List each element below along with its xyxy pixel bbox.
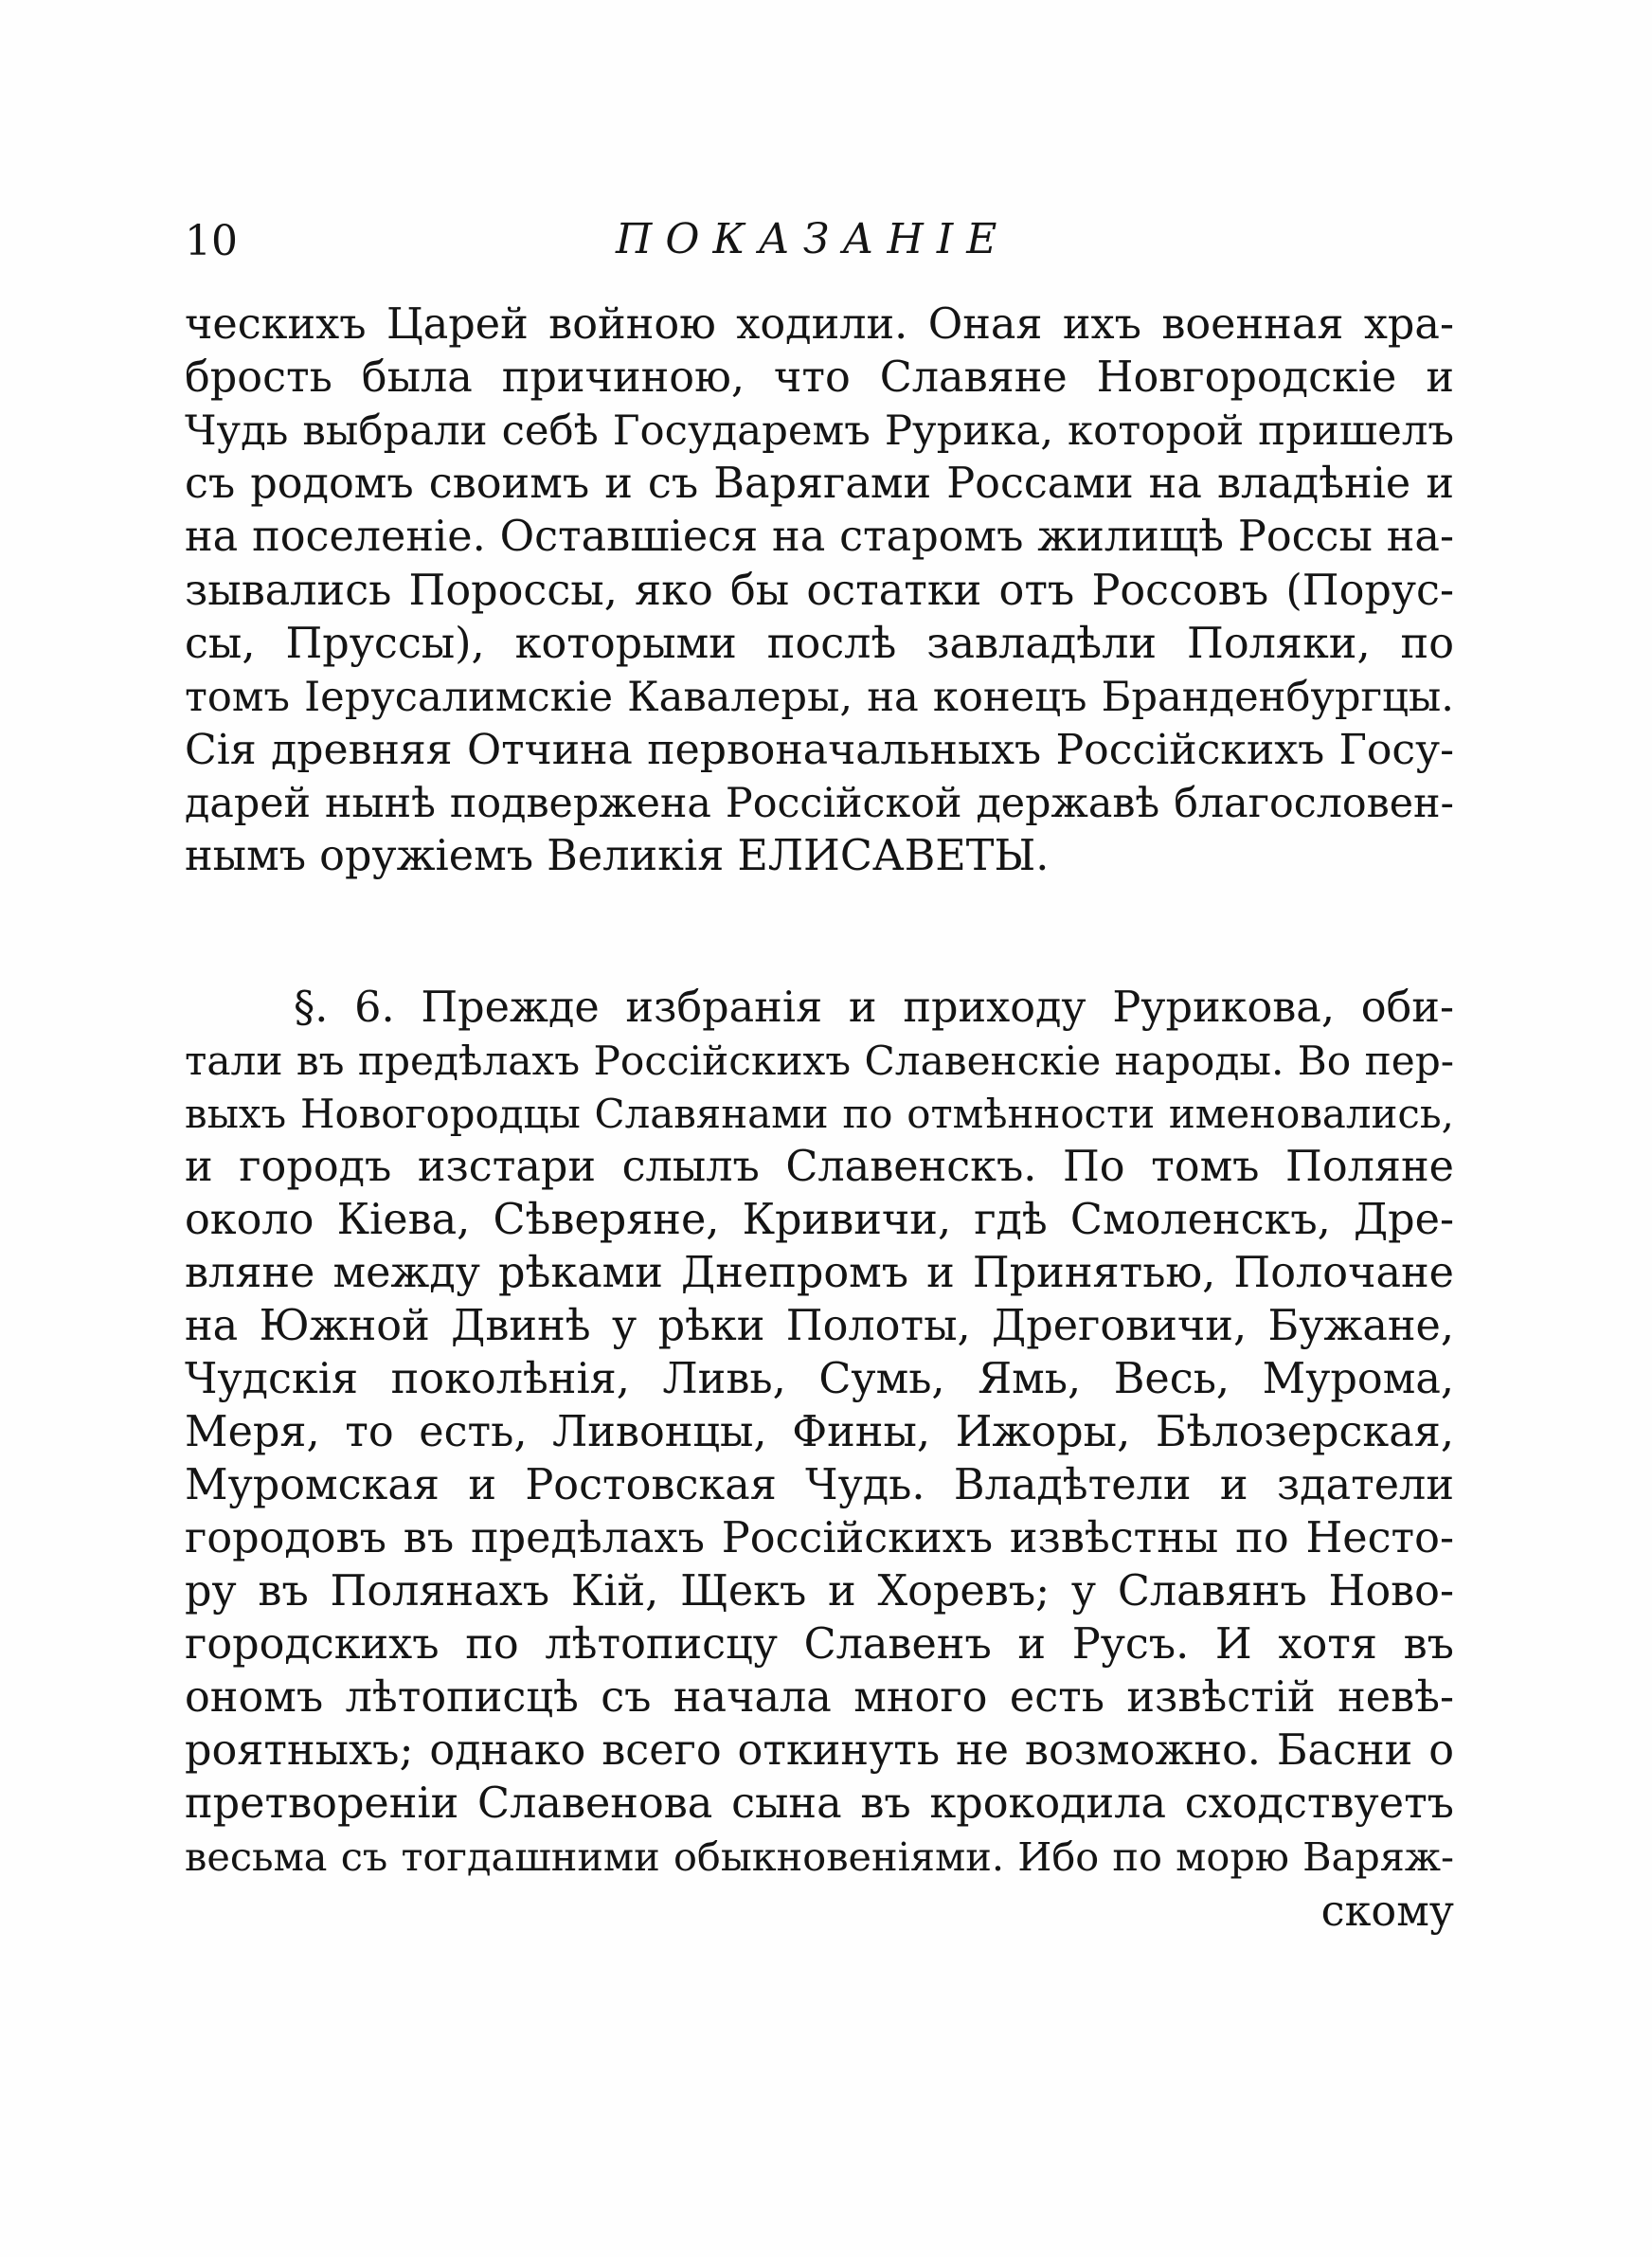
- text-line: весьма съ тогдашними обыкновеніями. Ибо по морю Варяж-: [185, 1834, 1454, 1880]
- text-line: томъ Іерусалимскіе Кавалеры, на конецъ Бранденбургцы.: [185, 674, 1454, 721]
- text-line: на Южной Двинѣ у рѣки Полоты, Дреговичи, Бужане,: [185, 1302, 1454, 1350]
- catchword: скому: [1320, 1887, 1454, 1936]
- text-line: Сія древняя Отчина первоначальныхъ Россійскихъ Госу-: [185, 726, 1454, 774]
- text-line: вляне между рѣками Днепромъ и Принятью, Полочане: [185, 1249, 1454, 1297]
- text-line: дарей нынѣ подвержена Россійской державѣ благословен-: [185, 780, 1454, 827]
- text-line: Чудскія поколѣнія, Ливь, Сумь, Ямь, Весь, Мурома,: [185, 1355, 1454, 1403]
- text-line: ономъ лѣтописцѣ съ начала много есть извѣстій невѣ-: [185, 1673, 1454, 1722]
- running-title: ПОКАЗАНІЕ: [616, 215, 1011, 263]
- text-line: Меря, то есть, Ливонцы, Фины, Ижоры, Бѣлозерская,: [185, 1408, 1454, 1456]
- text-line: нымъ оружіемъ Великія ЕЛИСАВЕТЫ.: [185, 832, 1050, 880]
- text-line: брость была причиною, что Славяне Новгородскіе и: [185, 353, 1454, 402]
- text-line: съ родомъ своимъ и съ Варягами Россами на владѣніе и: [185, 460, 1454, 508]
- text-line: сы, Пруссы), которыми послѣ завладѣли Поляки, по: [185, 620, 1454, 668]
- page-header: [185, 208, 1454, 275]
- text-line: претвореніи Славенова сына въ крокодила сходствуетъ: [185, 1779, 1454, 1828]
- text-line: и городъ изстари слылъ Славенскъ. По томъ Поляне: [185, 1143, 1454, 1191]
- text-line: Муромская и Ростовская Чудь. Владѣтели и здатели: [185, 1461, 1454, 1509]
- text-line: городовъ въ предѣлахъ Россійскихъ извѣстны по Несто-: [185, 1514, 1454, 1562]
- section-heading-line: §. 6. Прежде избранія и приходу Рурикова, оби-: [294, 984, 1454, 1032]
- text-line: ру въ Полянахъ Кій, Щекъ и Хоревъ; у Славянъ Ново-: [185, 1567, 1454, 1616]
- text-line: городскихъ по лѣтописцу Славенъ и Русъ. И хотя въ: [185, 1620, 1454, 1669]
- text-line: тали въ предѣлахъ Россійскихъ Славенскіе народы. Во пер-: [185, 1038, 1454, 1084]
- text-line: около Кіева, Сѣверяне, Кривичи, гдѣ Смоленскъ, Дре-: [185, 1196, 1454, 1244]
- page-number: 10: [185, 217, 238, 265]
- text-line: выхъ Новогородцы Славянами по отмѣнности именовались,: [185, 1091, 1454, 1137]
- text-line: ческихъ Царей войною ходили. Оная ихъ военная хра-: [185, 300, 1454, 349]
- text-line: зывались Пороссы, яко бы остатки отъ Россовъ (Порус-: [185, 567, 1454, 615]
- text-line: на поселеніе. Оставшіеся на старомъ жилищѣ Россы на-: [185, 513, 1454, 561]
- text-line: Чудь выбрали себѣ Государемъ Рурика, которой пришелъ: [185, 407, 1454, 455]
- text-line: роятныхъ; однако всего откинуть не возможно. Басни о: [185, 1726, 1454, 1775]
